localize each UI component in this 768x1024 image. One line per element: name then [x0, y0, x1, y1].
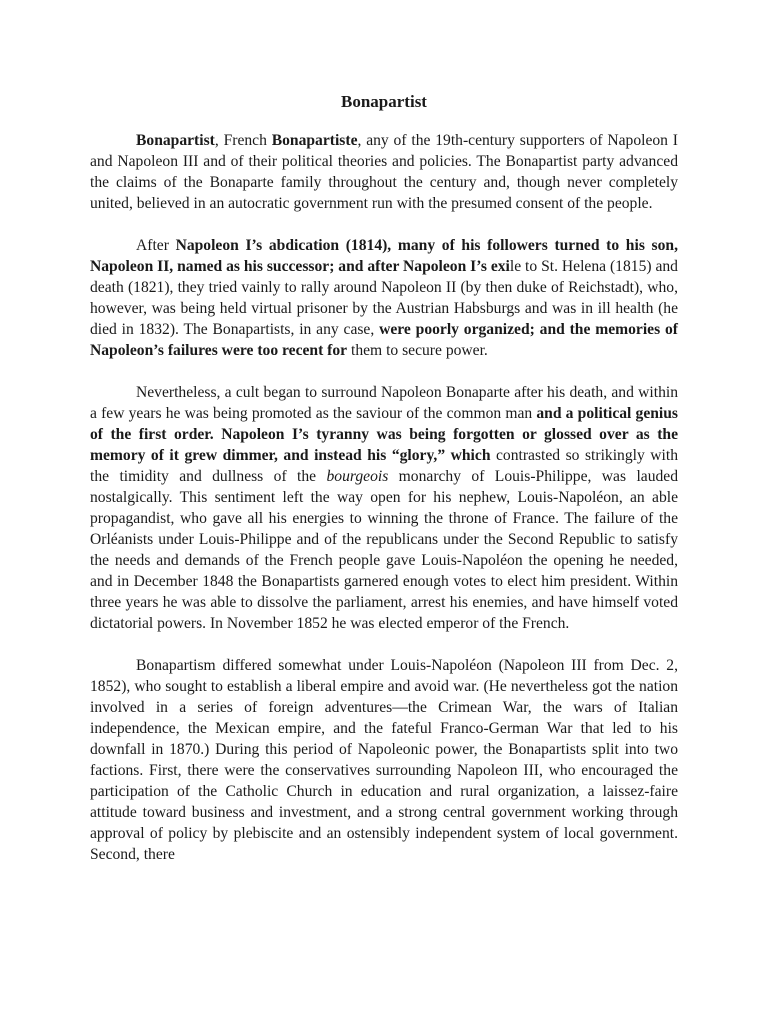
document-page — [90, 90, 678, 886]
paragraph-3-text-c: monarchy of Louis-Philippe, was lauded nostalgically. This sentiment left the way open for his nephew, Louis-Napoléon, an able propagandist, who gave all his energies to winning the throne of France. The failure of the Orléanists under Louis-Philippe and of the republicans under the Second Republic to satisfy the needs and demands of the French people gave Louis-Napoléon the opening he needed, and in December 1848 the Bonapartists garnered enough votes to elect him president. Within three years he was able to dissolve the parliament, arrest his enemies, and have himself voted dictatorial powers. In November 1852 he was elected emperor of the French. — [90, 468, 679, 632]
paragraph-3-text-a: Nevertheless, a cult began to surround Napoleon Bonaparte after his death, and within a few years he was being promoted as the saviour of the common man — [90, 384, 678, 422]
paragraph-4 — [90, 655, 678, 865]
paragraph-4-text-a: Bonapartism differed somewhat under Louis-Napoléon (Napoleon III from Dec. 2, 1852), who sought to establish a liberal empire and avoid war. (He nevertheless got the nation involved in a series of foreign adventures—the Crimean War, the wars of Italian independence, the Mexican empire, and the fateful Franco-German War that led to his downfall in 1870.) During this period of Napoleonic power, the Bonapartists split into two factions. First, there were the conservatives surrounding Napoleon III, who encouraged the participation of the Catholic Church in education and rural organization, a laissez-faire attitude toward business and investment, and a strong central government working through approval of policy by plebiscite and an ostensibly independent system of local government. Second, there — [90, 657, 678, 863]
paragraph-2-bold-a: Napoleon I’s abdication (1814), many of his followers turned to his son, Napoleon II, named as his successor; and after Napoleon I’s exi — [90, 237, 678, 275]
paragraph-3-text-b: contrasted so strikingly with the timidity and dullness of the — [90, 447, 679, 485]
document-title: Bonapartist — [341, 92, 427, 111]
term-bonapartist: Bonapartist — [136, 132, 215, 149]
paragraph-2-text-b: le to St. Helena (1815) and death (1821), they tried vainly to rally around Napoleon II (by then duke of Reichstadt), who, however, was being held virtual prisoner by the Austrian Habsburgs and was in ill health (he died in 1832). The Bonapartists, in any case, — [90, 258, 678, 338]
paragraph-2-bold-b: were poorly organized; and the memories of Napoleon’s failures were too recent for — [90, 321, 678, 359]
term-bonapartiste: Bonapartiste — [271, 132, 358, 149]
paragraph-1-text-a: , French — [214, 132, 272, 149]
paragraph-2-text-a: After — [136, 237, 176, 254]
paragraph-3-bold-a: and a political genius of the first order. Napoleon I’s tyranny was being forgotten or glossed over as the memory of it grew dimmer, and instead his “glory,” which — [90, 405, 678, 464]
paragraph-2 — [90, 235, 678, 361]
paragraph-3 — [90, 382, 678, 634]
paragraph-1-text-b: , any of the 19th-century supporters of Napoleon I and Napoleon III and of their political theories and policies. The Bonapartist party advanced the claims of the Bonaparte family throughout the century and, though never completely united, believed in an autocratic government run with the presumed consent of the people. — [90, 132, 678, 212]
paragraph-1 — [90, 130, 678, 214]
paragraph-2-text-c: them to secure power. — [347, 342, 488, 359]
term-bourgeois: bourgeois — [326, 468, 389, 485]
